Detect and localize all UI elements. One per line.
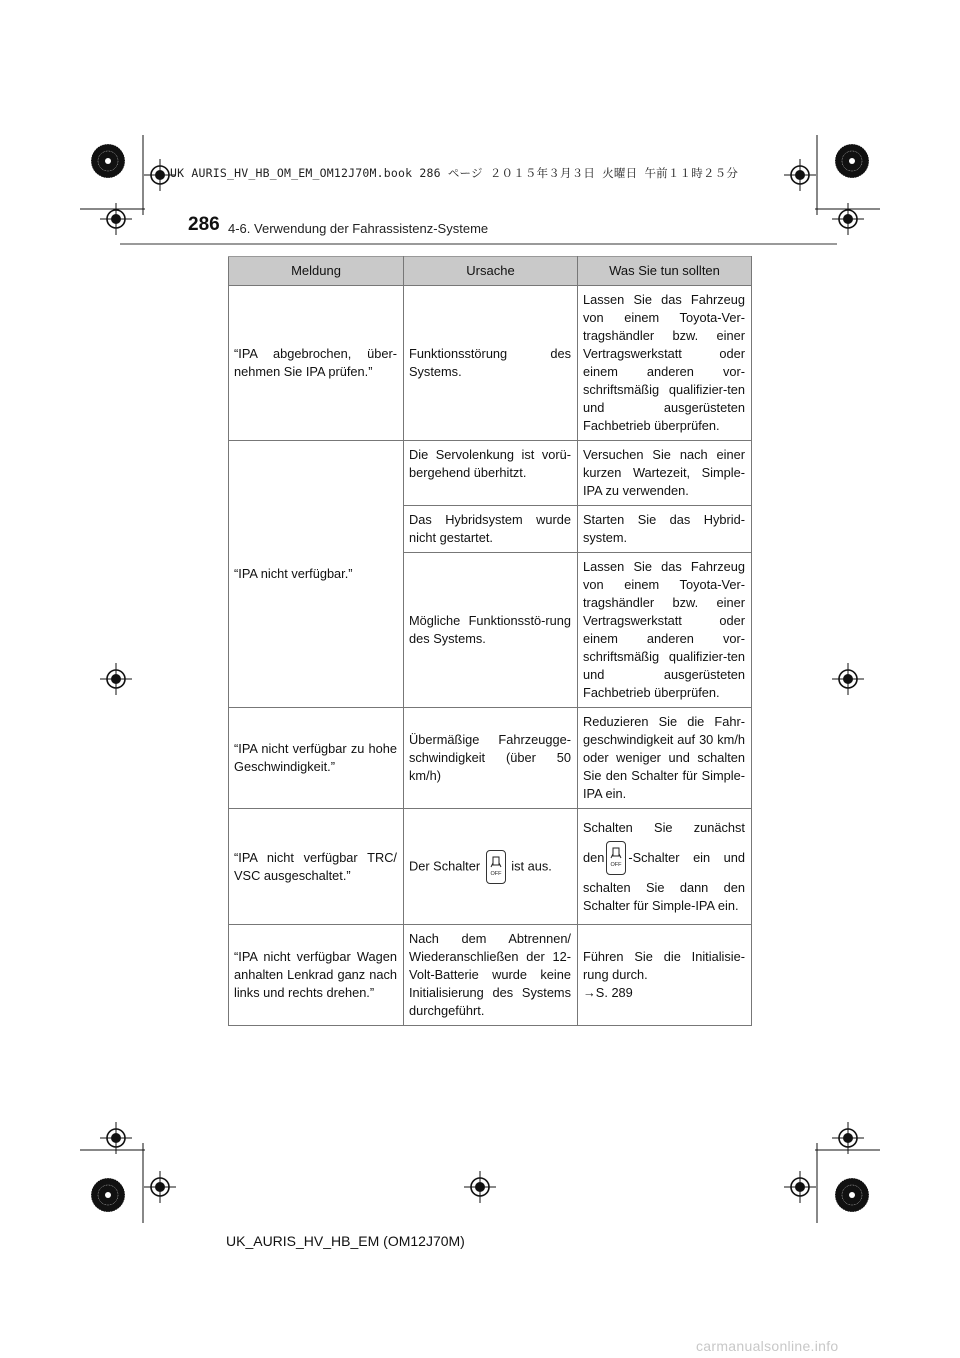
action-line: schalten Sie dann den Schalter für Simple-IPA ein.	[583, 879, 745, 913]
header-rule	[120, 243, 837, 245]
cause-cell: Funktionsstörung des Systems.	[404, 286, 578, 441]
cause-cell: Die Servolenkung ist vorü-bergehend überhitzt.	[404, 441, 578, 506]
site-watermark: carmanualsonline.info	[696, 1338, 839, 1354]
vsc-off-switch-icon	[606, 841, 626, 875]
cause-cell: Das Hybridsystem wurde nicht gestartet.	[404, 506, 578, 553]
svg-text:OFF: OFF	[490, 870, 502, 877]
table-row	[229, 286, 752, 441]
message-cell: “IPA nicht verfügbar zu hohe Geschwindigkeit.”	[229, 708, 404, 809]
header-meldung: Meldung	[229, 257, 404, 286]
cause-text-before: Der Schalter	[409, 857, 481, 873]
vsc-off-switch-icon	[486, 850, 506, 884]
action-text-after: -Schalter ein und	[628, 849, 745, 865]
cause-text-after: ist aus.	[511, 857, 552, 873]
table-row	[229, 809, 752, 925]
message-cell: “IPA nicht verfügbar Wagen anhalten Lenkrad ganz nach links und rechts drehen.”	[229, 925, 404, 1026]
action-cell	[578, 925, 752, 1026]
table-row	[229, 441, 752, 506]
footer-code: UK_AURIS_HV_HB_EM (OM12J70M)	[226, 1233, 465, 1249]
header-action: Was Sie tun sollten	[578, 257, 752, 286]
action-cell: Starten Sie das Hybrid-system.	[578, 506, 752, 553]
action-line: Schalten Sie zunächst	[583, 819, 745, 835]
action-cell: Versuchen Sie nach einer kurzen Wartezeit, Simple-IPA zu verwenden.	[578, 441, 752, 506]
svg-text:OFF: OFF	[610, 861, 622, 868]
action-cell: Lassen Sie das Fahrzeug von einem Toyota-Ver-tragshändler bzw. einer Vertragswerkstatt oder einem anderen vor-schriftsmäßig qualifizier-ten und ausgerüsteten Fachbetrieb überprüfen.	[578, 553, 752, 708]
message-cell: “IPA nicht verfügbar.”	[229, 441, 404, 708]
message-cell: “IPA nicht verfügbar TRC/ VSC ausgeschaltet.”	[229, 809, 404, 925]
header-ursache: Ursache	[404, 257, 578, 286]
action-text-before: den	[583, 849, 605, 865]
table-row	[229, 925, 752, 1026]
action-cell: Lassen Sie das Fahrzeug von einem Toyota-Ver-tragshändler bzw. einer Vertragswerkstatt oder einem anderen vor-schriftsmäßig qualifizier-ten und ausgerüsteten Fachbetrieb überprüfen.	[578, 286, 752, 441]
action-cell	[578, 809, 752, 925]
cause-cell	[404, 809, 578, 925]
table-row	[229, 708, 752, 809]
book-file-strip: UK AURIS_HV_HB_OM_EM_OM12J70M.book 286 ページ ２０１５年３月３日 火曜日 午前１１時２５分	[170, 166, 739, 180]
action-text: Führen Sie die Initialisie-rung durch.	[583, 949, 745, 982]
action-cell: Reduzieren Sie die Fahr-geschwindigkeit auf 30 km/h oder weniger und schalten Sie den Schalter für Simple-IPA ein.	[578, 708, 752, 809]
page-number: 286	[188, 214, 220, 235]
page-reference-link[interactable]: →S. 289	[583, 985, 633, 1000]
cause-cell: Übermäßige Fahrzeugge-schwindigkeit (über 50 km/h)	[404, 708, 578, 809]
section-title: 4-6. Verwendung der Fahrassistenz-Systeme	[228, 221, 489, 236]
cause-cell: Nach dem Abtrennen/ Wiederanschließen der 12-Volt-Batterie wurde keine Initialisierung des Systems durchgeführt.	[404, 925, 578, 1026]
cause-cell: Mögliche Funktionsstö-rung des Systems.	[404, 553, 578, 708]
action-line-with-icon	[583, 841, 745, 875]
table-header-row	[229, 257, 752, 286]
message-table	[228, 256, 752, 1026]
message-cell: “IPA abgebrochen, über-nehmen Sie IPA prüfen.”	[229, 286, 404, 441]
